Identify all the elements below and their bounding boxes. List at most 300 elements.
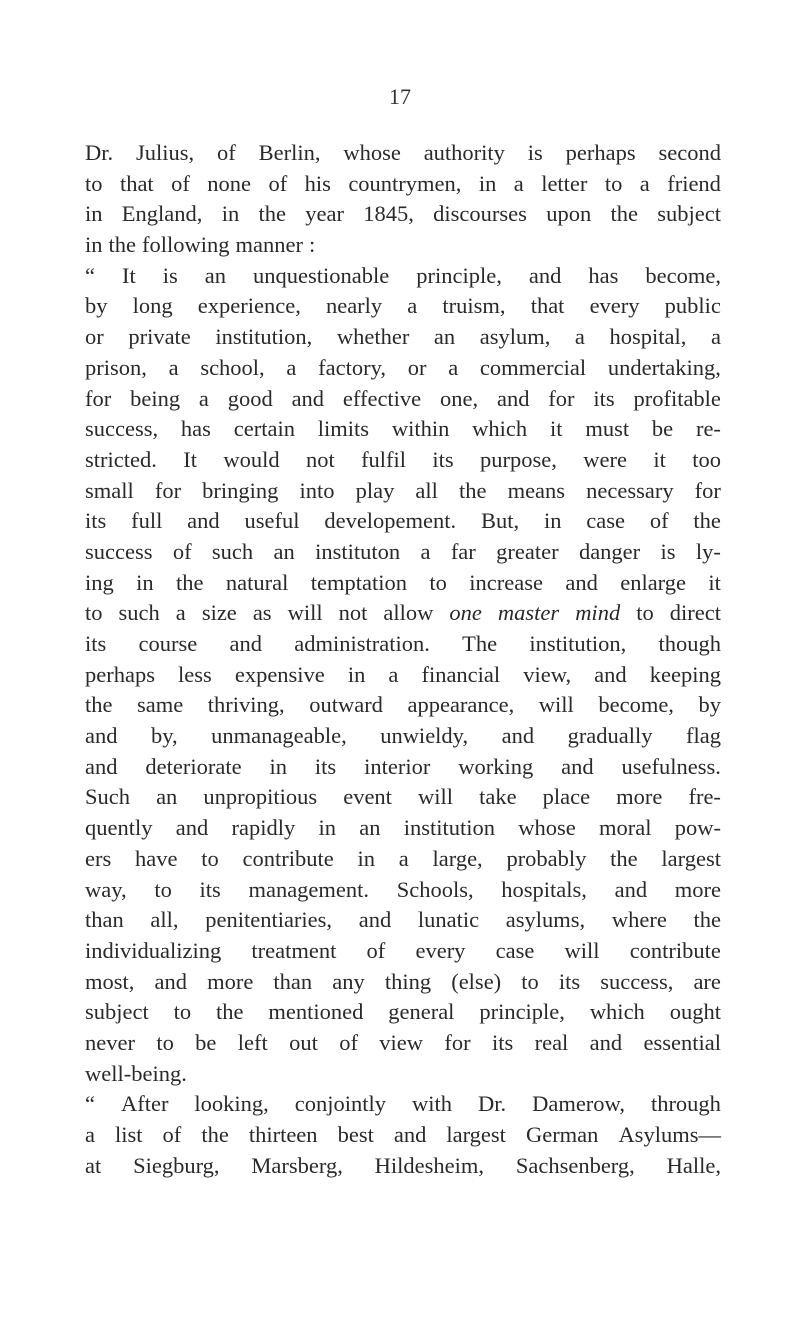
word: gradually xyxy=(567,723,653,749)
word: following xyxy=(142,232,230,258)
word: lunatic xyxy=(417,907,480,933)
word: a xyxy=(198,385,209,411)
word: its xyxy=(314,753,337,779)
word: being xyxy=(130,385,181,411)
text-line xyxy=(85,997,721,1028)
word: were xyxy=(583,446,627,472)
word: take xyxy=(479,784,517,810)
word: of xyxy=(171,170,190,196)
word: developement. xyxy=(324,508,457,534)
word: its xyxy=(85,631,107,656)
word: whose xyxy=(343,140,401,165)
word: for xyxy=(548,385,575,411)
word: more xyxy=(616,784,663,810)
word: real xyxy=(534,1029,569,1055)
italic-word: one xyxy=(449,600,482,626)
word: every xyxy=(589,293,640,319)
word: thirteen xyxy=(248,1122,318,1147)
word: Berlin, xyxy=(258,140,321,165)
word: and xyxy=(614,876,648,902)
word: all, xyxy=(150,907,179,933)
word: have xyxy=(135,845,178,871)
word: truism, xyxy=(442,293,506,319)
word: re- xyxy=(695,416,721,442)
word: the xyxy=(216,999,244,1025)
word: and xyxy=(528,262,562,288)
text-line xyxy=(85,230,721,261)
word: well-being. xyxy=(85,1060,187,1086)
text-line xyxy=(85,721,721,752)
word: a xyxy=(286,354,297,380)
word: public xyxy=(664,293,721,319)
word: it xyxy=(549,416,563,442)
word: to xyxy=(85,600,103,626)
word: more xyxy=(674,876,721,902)
word: in xyxy=(85,232,103,258)
word: in xyxy=(478,170,497,196)
word: It xyxy=(183,446,197,472)
word: that xyxy=(530,293,565,319)
word: and xyxy=(393,1122,427,1147)
word: and xyxy=(85,723,118,749)
word: will xyxy=(418,784,454,810)
word: principle, xyxy=(479,999,565,1025)
word: necessary xyxy=(586,477,674,503)
word: Siegburg, xyxy=(133,1152,220,1178)
word: institution xyxy=(403,815,496,841)
word: an xyxy=(433,324,456,350)
word: case xyxy=(495,937,535,963)
word: moral xyxy=(599,815,652,841)
word: outward xyxy=(309,692,383,718)
word: Sachsenberg, xyxy=(515,1152,635,1178)
word: contribute xyxy=(629,937,721,963)
word: factory, xyxy=(318,354,386,380)
word: by, xyxy=(150,723,178,749)
word: “ xyxy=(85,1091,95,1117)
word: the xyxy=(693,508,721,534)
word: a xyxy=(448,354,459,380)
word: a xyxy=(710,324,721,350)
word: asylum, xyxy=(479,324,551,350)
word: discourses xyxy=(433,201,527,227)
word: upon xyxy=(546,201,592,227)
italic-word: mind xyxy=(575,600,621,626)
word: to xyxy=(154,876,172,902)
word: of xyxy=(216,140,236,165)
word: greater xyxy=(496,538,559,564)
word: too xyxy=(692,446,721,472)
word: and xyxy=(561,753,594,779)
word: penitentiaries, xyxy=(205,907,333,933)
word: most, xyxy=(85,968,135,994)
word: allow xyxy=(383,600,434,626)
text-line xyxy=(85,476,721,507)
word: such xyxy=(118,600,160,626)
word: its xyxy=(558,968,581,994)
word: and xyxy=(589,1029,623,1055)
word: keeping xyxy=(649,661,721,687)
text-line xyxy=(85,506,721,537)
word: appearance, xyxy=(407,692,515,718)
text-line xyxy=(85,752,721,783)
word: and xyxy=(175,815,209,841)
word: for xyxy=(85,385,112,411)
word: to xyxy=(604,170,623,196)
word: ly- xyxy=(695,538,721,564)
word: by xyxy=(85,293,108,319)
word: a xyxy=(388,661,399,687)
word: to xyxy=(429,569,447,595)
word: a xyxy=(85,1122,95,1147)
word: the xyxy=(108,232,137,258)
word: natural xyxy=(225,569,289,595)
word: useful xyxy=(244,508,300,534)
word: a xyxy=(420,538,431,564)
word: means xyxy=(507,477,566,503)
word: The xyxy=(462,631,498,656)
text-line xyxy=(85,353,721,384)
text-line xyxy=(85,322,721,353)
word: same xyxy=(137,692,184,718)
word: usefulness. xyxy=(621,753,721,779)
word: which xyxy=(472,416,528,442)
word: to xyxy=(201,845,219,871)
word: a xyxy=(639,170,650,196)
word: flag xyxy=(686,723,721,749)
word: become, xyxy=(598,692,674,718)
word: the xyxy=(258,201,286,227)
word: by xyxy=(698,692,721,718)
word: an xyxy=(273,538,295,564)
word: commercial xyxy=(479,354,587,380)
word: than xyxy=(273,968,313,994)
word: friend xyxy=(667,170,721,196)
word: than xyxy=(85,907,124,933)
word: every xyxy=(415,937,466,963)
word: an xyxy=(156,784,178,810)
word: institution, xyxy=(215,324,313,350)
word: to xyxy=(85,170,103,196)
word: Dr. xyxy=(477,1091,507,1117)
text-line xyxy=(85,445,721,476)
word: in xyxy=(221,201,240,227)
word: be xyxy=(651,416,674,442)
word: never xyxy=(85,1029,135,1055)
word: its xyxy=(593,385,615,411)
word: deteriorate xyxy=(145,753,242,779)
word: financial xyxy=(421,661,501,687)
word: size xyxy=(201,600,237,626)
word: and xyxy=(501,723,535,749)
word: such xyxy=(211,538,254,564)
word: Damerow, xyxy=(532,1091,625,1117)
word: working xyxy=(458,753,534,779)
word: at xyxy=(85,1152,102,1178)
text-line xyxy=(85,261,721,292)
word: list xyxy=(115,1122,143,1147)
word: ers xyxy=(85,845,112,871)
word: bringing xyxy=(202,477,279,503)
word: far xyxy=(450,538,476,564)
word: has xyxy=(180,416,211,442)
word: of xyxy=(162,1122,182,1147)
text-line xyxy=(85,1089,721,1120)
word: whose xyxy=(518,815,576,841)
word: contribute xyxy=(242,845,334,871)
word: purpose, xyxy=(480,446,557,472)
word: largest xyxy=(661,845,721,871)
word: for xyxy=(444,1029,471,1055)
text-line xyxy=(85,1120,721,1151)
word: case xyxy=(586,508,626,534)
word: with xyxy=(412,1091,453,1117)
word: unmanageable, xyxy=(211,723,347,749)
text-line xyxy=(85,875,721,906)
word: quently xyxy=(85,815,153,841)
word: essential xyxy=(643,1029,721,1055)
word: 1845, xyxy=(363,201,414,227)
word: perhaps xyxy=(85,661,155,687)
word: the xyxy=(610,845,638,871)
word: direct xyxy=(669,600,721,626)
word: though xyxy=(658,631,721,656)
word: not xyxy=(305,446,335,472)
word: experience, xyxy=(197,293,301,319)
word: a xyxy=(513,170,524,196)
word: its xyxy=(199,876,221,902)
text-line xyxy=(85,936,721,967)
word: full xyxy=(131,508,163,534)
word: become, xyxy=(645,262,721,288)
word: where xyxy=(611,907,667,933)
word: is xyxy=(162,262,178,288)
word: It xyxy=(122,262,136,288)
word: the xyxy=(610,201,638,227)
word: the xyxy=(201,1122,229,1147)
word: (else) xyxy=(451,968,502,994)
word: management. xyxy=(248,876,370,902)
word: Schools, xyxy=(396,876,474,902)
word: danger xyxy=(578,538,641,564)
word: in xyxy=(347,661,366,687)
word: private xyxy=(128,324,191,350)
word: But, xyxy=(480,508,520,534)
word: view, xyxy=(523,661,572,687)
word: interior xyxy=(364,753,431,779)
word: and xyxy=(565,569,598,595)
word: “ xyxy=(85,262,95,288)
word: place xyxy=(542,784,591,810)
text-line xyxy=(85,1028,721,1059)
word: in xyxy=(85,201,103,227)
word: manner xyxy=(235,232,303,258)
word: and xyxy=(358,907,392,933)
word: pow- xyxy=(674,815,721,841)
word: enlarge xyxy=(620,569,687,595)
text-line xyxy=(85,629,721,660)
word: left xyxy=(237,1029,268,1055)
word: administration. xyxy=(294,631,430,656)
word: : xyxy=(308,232,316,258)
text-line xyxy=(85,782,721,813)
word: best xyxy=(337,1122,374,1147)
word: and xyxy=(594,661,627,687)
word: play xyxy=(355,477,395,503)
word: Hildesheim, xyxy=(374,1152,485,1178)
word: event xyxy=(343,784,392,810)
word: profitable xyxy=(633,385,721,411)
word: less xyxy=(178,661,212,687)
word: countrymen, xyxy=(348,170,462,196)
word: authority xyxy=(423,140,505,165)
text-line xyxy=(85,199,721,230)
word: course xyxy=(138,631,198,656)
text-line xyxy=(85,138,721,169)
word: it xyxy=(708,569,721,595)
text-line xyxy=(85,537,721,568)
word: and xyxy=(154,968,187,994)
word: After xyxy=(120,1091,169,1117)
italic-word: master xyxy=(497,600,560,626)
word: none xyxy=(207,170,252,196)
word: is xyxy=(660,538,676,564)
word: asylums, xyxy=(505,907,586,933)
word: treatment xyxy=(251,937,337,963)
word: the xyxy=(693,907,721,933)
word: will xyxy=(287,600,323,626)
word: thing xyxy=(384,968,432,994)
text-line xyxy=(85,291,721,322)
word: certain xyxy=(233,416,295,442)
word: in xyxy=(269,753,288,779)
word: general xyxy=(388,999,455,1025)
word: way, xyxy=(85,876,127,902)
word: which xyxy=(589,999,645,1025)
word: into xyxy=(299,477,335,503)
text-line xyxy=(85,169,721,200)
word: Such xyxy=(85,784,130,810)
text-line xyxy=(85,384,721,415)
word: school, xyxy=(200,354,265,380)
word: ing xyxy=(85,569,114,595)
word: subject xyxy=(657,201,721,227)
text-line xyxy=(85,414,721,445)
word: probably xyxy=(506,845,587,871)
word: individualizing xyxy=(85,937,222,963)
word: and xyxy=(187,508,220,534)
word: a xyxy=(398,845,409,871)
word: in xyxy=(318,815,336,841)
text-line xyxy=(85,568,721,599)
word: in xyxy=(543,508,562,534)
word: fre- xyxy=(688,784,721,810)
word: would xyxy=(223,446,280,472)
text-line xyxy=(85,967,721,998)
word: must xyxy=(585,416,630,442)
word: nearly xyxy=(325,293,383,319)
word: institution, xyxy=(529,631,627,656)
word: be xyxy=(195,1029,217,1055)
word: view xyxy=(379,1029,424,1055)
word: large, xyxy=(432,845,483,871)
word: mentioned xyxy=(268,999,364,1025)
text-line xyxy=(85,905,721,936)
word: success, xyxy=(600,968,674,994)
word: undertaking, xyxy=(607,354,721,380)
word: or xyxy=(85,324,104,350)
word: for xyxy=(154,477,182,503)
word: Asylums— xyxy=(618,1122,721,1147)
word: unwieldy, xyxy=(380,723,469,749)
word: and xyxy=(496,385,530,411)
word: looking, xyxy=(194,1091,269,1117)
word: conjointly xyxy=(294,1091,387,1117)
word: his xyxy=(304,170,331,196)
word: a xyxy=(168,354,179,380)
word: an xyxy=(359,815,381,841)
word: the xyxy=(458,477,487,503)
word: the xyxy=(176,569,204,595)
word: second xyxy=(658,140,721,165)
word: it xyxy=(653,446,666,472)
word: will xyxy=(538,692,574,718)
word: the xyxy=(85,692,113,718)
word: to xyxy=(636,600,654,626)
body-text xyxy=(85,138,721,1181)
word: year xyxy=(305,201,344,227)
word: as xyxy=(252,600,272,626)
word: temptation xyxy=(310,569,407,595)
word: its xyxy=(85,508,107,534)
word: long xyxy=(132,293,173,319)
word: perhaps xyxy=(565,140,636,165)
word: in xyxy=(136,569,154,595)
word: largest xyxy=(446,1122,506,1147)
word: whether xyxy=(336,324,410,350)
word: Halle, xyxy=(666,1152,721,1178)
word: letter xyxy=(541,170,588,196)
word: for xyxy=(694,477,721,503)
text-line xyxy=(85,690,721,721)
word: principle, xyxy=(416,262,502,288)
word: German xyxy=(525,1122,599,1147)
word: that xyxy=(119,170,154,196)
word: ought xyxy=(669,999,721,1025)
word: success, xyxy=(85,416,159,442)
word: more xyxy=(207,968,254,994)
word: of xyxy=(339,1029,358,1055)
word: success xyxy=(85,538,153,564)
word: of xyxy=(366,937,386,963)
word: fulfil xyxy=(361,446,407,472)
text-line xyxy=(85,1059,721,1090)
text-line xyxy=(85,660,721,691)
word: instituton xyxy=(315,538,401,564)
word: of xyxy=(268,170,288,196)
word: in xyxy=(357,845,375,871)
word: hospitals, xyxy=(501,876,587,902)
word: limits xyxy=(317,416,370,442)
word: prison, xyxy=(85,354,147,380)
text-line xyxy=(85,1151,721,1182)
word: its xyxy=(491,1029,514,1055)
word: will xyxy=(564,937,600,963)
word: or xyxy=(407,354,427,380)
word: to xyxy=(173,999,192,1025)
word: England, xyxy=(121,201,203,227)
word: and xyxy=(85,753,118,779)
